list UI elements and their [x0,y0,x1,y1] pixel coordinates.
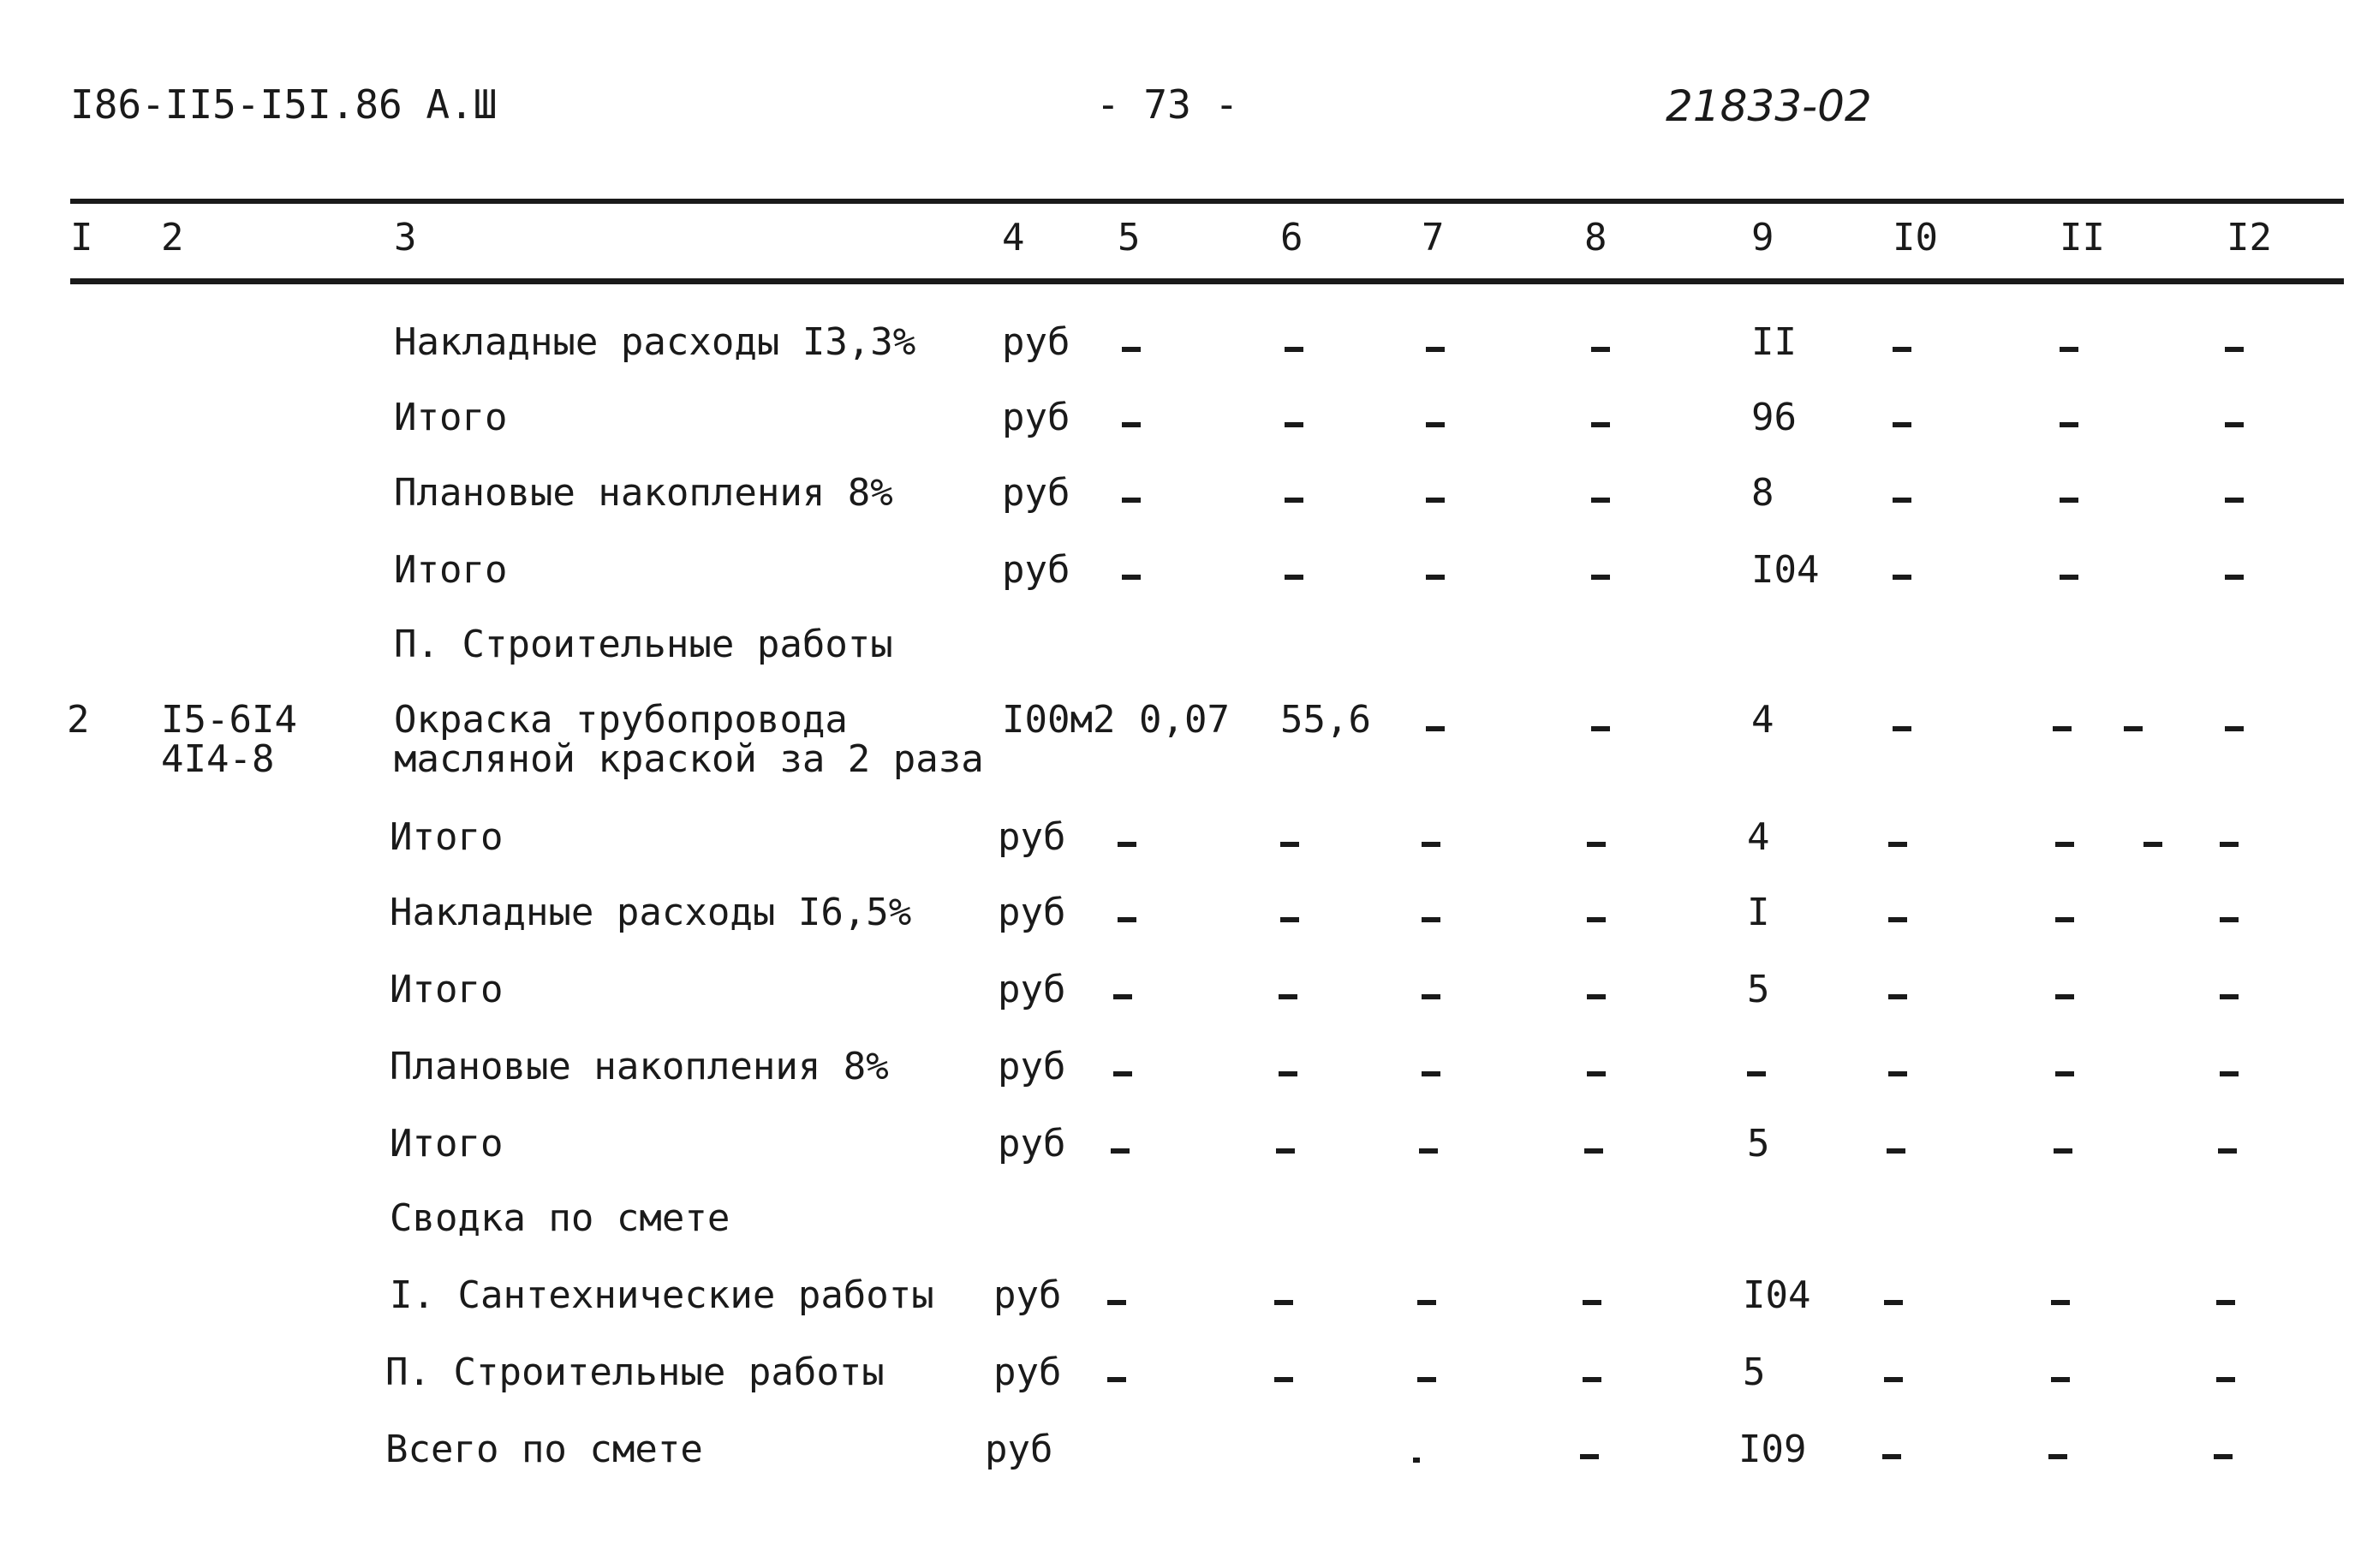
empty-cell-dash [2220,917,2239,922]
row-8-unit: руб [998,891,1066,934]
empty-cell-dash [2055,1071,2074,1076]
empty-cell-dash [1888,994,1907,999]
empty-cell-dash [1279,1071,1297,1076]
empty-cell-dash [1422,917,1440,922]
page-number: - 73 - [1096,81,1239,128]
empty-cell-dash [1884,1300,1903,1305]
row-13-name: I. Сантехнические работы [390,1273,934,1317]
row-14-col9: 5 [1743,1350,1766,1394]
empty-cell-dash [1422,1071,1440,1076]
empty-cell-dash [1280,842,1299,847]
row-11-name: Итого [390,1122,504,1166]
empty-cell-dash [2055,917,2074,922]
empty-cell-dash [1591,422,1610,427]
row-5-section-heading: П. Строительные работы [394,623,893,666]
row-9-unit: руб [998,968,1066,1011]
empty-cell-dash [2143,842,2162,847]
row-4-name: Итого [394,548,508,592]
empty-cell-dash [1274,1300,1293,1305]
row-10-name: Плановые накопления 8% [390,1045,889,1088]
empty-cell-dash [1122,575,1141,580]
row-3-col9: 8 [1751,471,1774,515]
row-13-unit: руб [993,1273,1062,1317]
row-7-name: Итого [390,815,504,859]
row-10-unit: руб [998,1045,1066,1088]
row-1-col9: II [1751,320,1797,364]
empty-cell-dash [1580,1454,1599,1459]
row-2-name: Итого [394,396,508,439]
document-code: I86-II5-I5I.86 A.Ш [70,81,498,128]
empty-cell-dash [1426,726,1445,731]
table-header-rule [70,278,2344,284]
empty-cell-dash [2054,1148,2072,1154]
empty-cell-dash [1111,1148,1130,1154]
row-7-unit: руб [998,815,1066,859]
column-header-9: 9 [1751,216,1774,259]
empty-cell-dash [1893,347,1911,352]
empty-cell-dash [2051,1377,2070,1382]
row-2-col9: 96 [1751,396,1797,439]
row-4-unit: руб [1002,548,1070,592]
empty-cell-dash [1276,1148,1295,1154]
column-header-12: I2 [2227,216,2272,259]
empty-cell-dash [1422,994,1440,999]
empty-cell-dash [1285,347,1303,352]
empty-cell-dash [1747,1071,1766,1076]
row-15-unit: руб [985,1428,1053,1471]
row-6-col6: 55,6 [1280,698,1371,742]
row-6-code-line1: I5-6I4 [161,698,297,742]
empty-cell-dash [1118,842,1136,847]
column-header-4: 4 [1002,216,1025,259]
empty-cell-dash [1888,842,1907,847]
row-8-col9: I [1747,891,1770,934]
empty-cell-dash [2055,994,2074,999]
row-9-col9: 5 [1747,968,1770,1011]
empty-cell-dash [2124,726,2143,731]
empty-cell-dash [2048,1454,2067,1459]
empty-cell-dash [1584,1148,1603,1154]
empty-cell-dash [1285,575,1303,580]
empty-cell-dash [2053,726,2072,731]
row-6-unit: I00м2 [1002,698,1116,742]
empty-cell-dash [1417,1300,1436,1305]
empty-cell-dash [1591,575,1610,580]
empty-cell-dash [1107,1300,1126,1305]
empty-cell-dash [1587,994,1606,999]
empty-cell-dash [1274,1377,1293,1382]
empty-cell-dash [1884,1377,1903,1382]
empty-cell-dash [1285,422,1303,427]
empty-cell-dash [1587,917,1606,922]
empty-cell-dash [1893,498,1911,503]
empty-cell-dash [2225,347,2244,352]
empty-cell-dash [1887,1148,1905,1154]
empty-cell-dash [1583,1300,1601,1305]
row-6-code-line2: 4I4-8 [161,737,275,781]
empty-cell-dash [2220,842,2239,847]
empty-cell-dash [1122,347,1141,352]
row-15-col9: I09 [1738,1428,1807,1471]
row-6-name-line2: масляной краской за 2 раза [394,737,984,781]
row-13-col9: I04 [1743,1273,1811,1317]
empty-cell-dash [1587,842,1606,847]
row-3-unit: руб [1002,471,1070,515]
empty-cell-dash [1893,575,1911,580]
empty-cell-dash [2220,1071,2239,1076]
column-header-11: II [2060,216,2105,259]
empty-cell-dash [2220,994,2239,999]
column-header-1: I [70,216,93,259]
empty-cell-dash [1583,1377,1601,1382]
row-8-name: Накладные расходы I6,5% [390,891,912,934]
empty-cell-dash [2055,842,2074,847]
row-1-unit: руб [1002,320,1070,364]
column-header-5: 5 [1118,216,1141,259]
column-header-10: I0 [1893,216,1938,259]
empty-cell-dash [1888,1071,1907,1076]
empty-cell-dash [1280,917,1299,922]
empty-cell-dash [1422,842,1440,847]
sheet-code: 21833-02 [1666,81,1872,131]
empty-cell-dash [1122,498,1141,503]
row-7-col9: 4 [1747,815,1770,859]
empty-cell-dash [2225,498,2244,503]
empty-cell-dash [2225,726,2244,731]
column-header-3: 3 [394,216,417,259]
row-12-section-heading: Сводка по смете [390,1196,730,1240]
row-2-unit: руб [1002,396,1070,439]
empty-cell-dash [1888,917,1907,922]
empty-cell-dash [1591,498,1610,503]
row-6-number: 2 [67,698,90,742]
empty-cell-dash [2060,422,2078,427]
empty-cell-dash [2225,422,2244,427]
column-header-7: 7 [1422,216,1445,259]
empty-cell-dash [1426,347,1445,352]
empty-cell-dash [2060,347,2078,352]
empty-cell-dash [1107,1377,1126,1382]
row-6-col5: 0,07 [1139,698,1230,742]
empty-cell-dash [1591,726,1610,731]
row-14-name: П. Строительные работы [385,1350,885,1394]
empty-cell-dash [1426,498,1445,503]
row-4-col9: I04 [1751,548,1820,592]
empty-cell-dash [2214,1454,2233,1459]
empty-cell-dash [1113,1071,1132,1076]
empty-cell-dash [2216,1300,2235,1305]
empty-cell-dash [1882,1454,1901,1459]
empty-cell-dash [1426,575,1445,580]
empty-cell-dash [1122,422,1141,427]
empty-cell-dash [2060,575,2078,580]
empty-cell-dash [2060,498,2078,503]
row-1-name: Накладные расходы I3,3% [394,320,916,364]
empty-cell-dash [2216,1377,2235,1382]
empty-cell-dash [1893,422,1911,427]
empty-cell-dash [1893,726,1911,731]
empty-cell-dash [1113,994,1132,999]
row-6-col9: 4 [1751,698,1774,742]
empty-cell-dash [1118,917,1136,922]
empty-cell-dash [1417,1377,1436,1382]
table-top-rule [70,199,2344,204]
column-header-2: 2 [161,216,184,259]
empty-cell-dash [1279,994,1297,999]
empty-cell-dash [1426,422,1445,427]
empty-cell-dash [1285,498,1303,503]
empty-cell-dash [2051,1300,2070,1305]
empty-cell-dash [1413,1458,1420,1463]
column-header-6: 6 [1280,216,1303,259]
row-11-col9: 5 [1747,1122,1770,1166]
empty-cell-dash [1419,1148,1438,1154]
row-3-name: Плановые накопления 8% [394,471,893,515]
row-14-unit: руб [993,1350,1062,1394]
empty-cell-dash [1587,1071,1606,1076]
row-11-unit: руб [998,1122,1066,1166]
row-9-name: Итого [390,968,504,1011]
column-header-8: 8 [1584,216,1607,259]
row-15-name: Всего по смете [385,1428,703,1471]
row-6-name-line1: Окраска трубопровода [394,698,848,742]
empty-cell-dash [1591,347,1610,352]
empty-cell-dash [2218,1148,2237,1154]
empty-cell-dash [2225,575,2244,580]
